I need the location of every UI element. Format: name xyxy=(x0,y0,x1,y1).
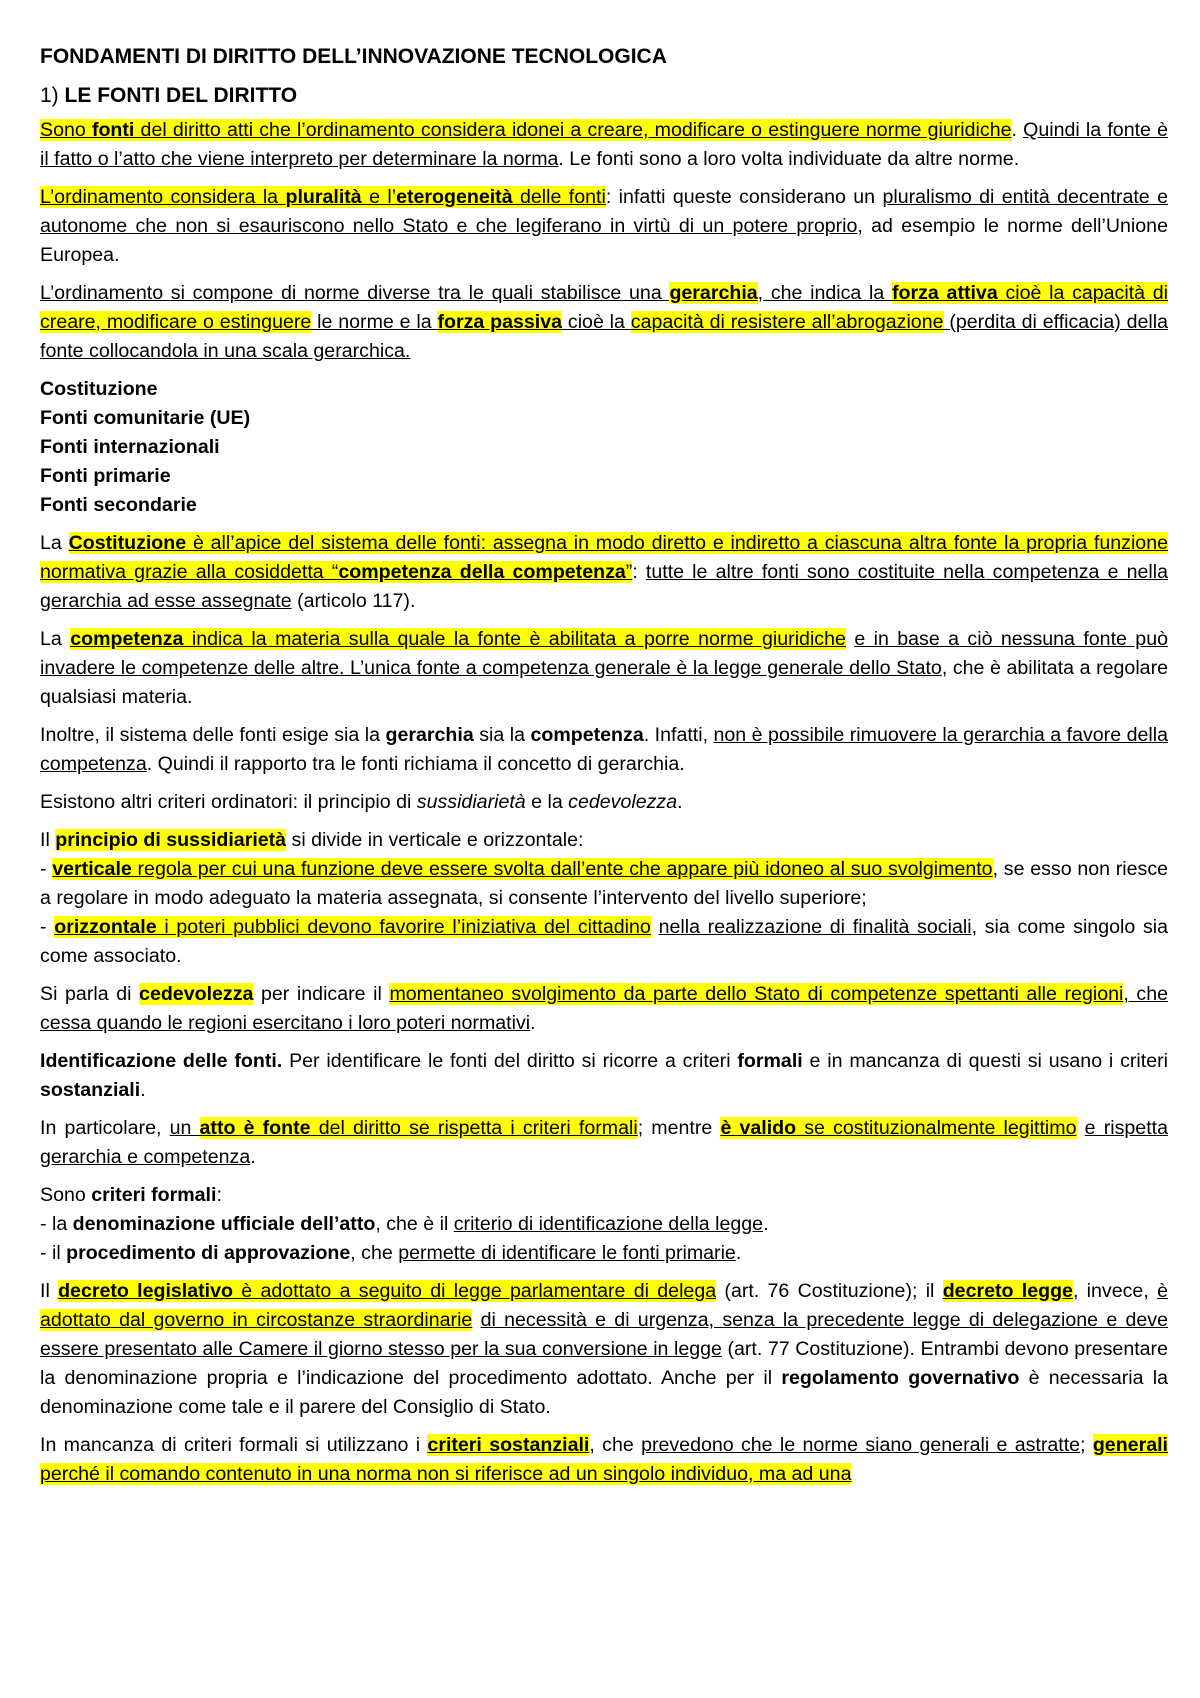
hierarchy-item: Fonti internazionali xyxy=(40,436,220,458)
highlight: orizzontale i poteri pubblici devono favorire l’iniziativa del cittadino xyxy=(54,916,651,938)
paragraph-decreti: Il decreto legislativo è adottato a seguito di legge parlamentare di delega (art. 76 Costituzione); il decreto legge, invece, è adottato dal governo in circostanze straordinarie di necessità e di urgenza, senza la precedente legge di delegazione e deve essere presentato alle Camere il giorno stesso per la sua conversione in legge (art. 77 Costituzione). Entrambi devono presentare la denominazione propria e l’indicazione del procedimento adottato. Anche per il regolamento governativo è necessaria la denominazione come tale e il parere del Consiglio di Stato. xyxy=(40,1280,1169,1418)
section-heading xyxy=(40,81,1168,110)
paragraph-sussidiarieta: Il principio di sussidiarietà si divide in verticale e orizzontale: - verticale regola per cui una funzione deve essere svolta dall’ente che appare più idoneo al suo svolgimento, se esso non riesce a regolare in modo adeguato la materia assegnata, si consente l’intervento del livello superiore; - orizzontale i poteri pubblici devono favorire l’iniziativa del cittadino nella realizzazione di finalità sociali, sia come singolo sia come associato. xyxy=(40,829,1169,967)
paragraph-identificazione: Identificazione delle fonti. Per identificare le fonti del diritto si ricorre a criteri formali e in mancanza di questi si usano i criteri sostanziali. xyxy=(40,1050,1168,1101)
highlight: decreto legislativo è adottato a seguito di legge parlamentare di delega xyxy=(58,1280,717,1302)
paragraph-criteri-ordinatori: Esistono altri criteri ordinatori: il principio di sussidiarietà e la cedevolezza. xyxy=(40,791,683,813)
document-title: FONDAMENTI DI DIRITTO DELL’INNOVAZIONE TECNOLOGICA xyxy=(40,45,667,68)
paragraph-cedevolezza: Si parla di cedevolezza per indicare il momentaneo svolgimento da parte dello Stato di competenze spettanti alle regioni, che cessa quando le regioni esercitano i loro poteri normativi. xyxy=(40,983,1168,1034)
highlight: L’ordinamento considera la pluralità e l’eterogeneità delle fonti xyxy=(40,186,606,208)
section-title: LE FONTI DEL DIRITTO xyxy=(64,84,298,107)
hierarchy-list xyxy=(40,375,1168,520)
paragraph-competenza: La competenza indica la materia sulla quale la fonte è abilitata a porre norme giuridiche e in base a ciò nessuna fonte può invadere le competenze delle altre. L’unica fonte a competenza generale è la legge generale dello Stato, che è abilitata a regolare qualsiasi materia. xyxy=(40,628,1169,708)
hierarchy-item: Fonti comunitarie (UE) xyxy=(40,407,251,429)
highlight: Sono fonti del diritto atti che l’ordinamento considera idonei a creare, modificare o estinguere norme giuridiche xyxy=(40,119,1012,141)
highlight: competenza indica la materia sulla quale la fonte è abilitata a porre norme giuridiche xyxy=(70,628,846,650)
paragraph-fonti-definition: Sono fonti del diritto atti che l’ordinamento considera idonei a creare, modificare o estinguere norme giuridiche. Quindi la fonte è il fatto o l’atto che viene interpreto per determinare la norma. Le fonti sono a loro volta individuate da altre norme. xyxy=(40,119,1168,170)
section-number: 1) xyxy=(40,84,59,107)
document-page xyxy=(40,38,1168,1498)
hierarchy-item: Fonti secondarie xyxy=(40,494,197,516)
hierarchy-item: Costituzione xyxy=(40,378,158,400)
paragraph-gerarchia: L’ordinamento si compone di norme diverse tra le quali stabilisce una gerarchia, che indica la forza attiva cioè la capacità di creare, modificare o estinguere le norme e la forza passiva cioè la capacità di resistere all’abrogazione (perdita di efficacia) della fonte collocandola in una scala gerarchica. xyxy=(40,282,1169,362)
highlight: Costituzione è all’apice del sistema delle fonti: assegna in modo diretto e indiretto a ciascuna altra fonte la propria funzione normativa grazie alla cosiddetta “competenza della competenza” xyxy=(40,532,1168,583)
paragraph-validita: In particolare, un atto è fonte del diritto se rispetta i criteri formali; mentre è valido se costituzionalmente legittimo e rispetta gerarchia e competenza. xyxy=(40,1117,1168,1168)
paragraph-gerarchia-competenza: Inoltre, il sistema delle fonti esige sia la gerarchia sia la competenza. Infatti, non è possibile rimuovere la gerarchia a favore della competenza. Quindi il rapporto tra le fonti richiama il concetto di gerarchia. xyxy=(40,724,1168,775)
highlight: è valido se costituzionalmente legittimo xyxy=(720,1117,1077,1139)
paragraph-criteri-formali: Sono criteri formali: - la denominazione ufficiale dell’atto, che è il criterio di identificazione della legge. - il procedimento di approvazione, che permette di identificare le fonti primarie. xyxy=(40,1184,769,1264)
hierarchy-item: Fonti primarie xyxy=(40,465,171,487)
underline: un atto è fonte del diritto se rispetta i criteri formali xyxy=(169,1117,638,1139)
highlight: forza attiva cioè la capacità di creare, modificare o estinguere xyxy=(40,282,1169,333)
paragraph-pluralita: L’ordinamento considera la pluralità e l’eterogeneità delle fonti: infatti queste considerano un pluralismo di entità decentrate e autonome che non si esauriscono nello Stato e che legiferano in virtù di un potere proprio, ad esempio le norme dell’Unione Europea. xyxy=(40,186,1168,266)
highlight: generali perché il comando contenuto in una norma non si riferisce ad un singolo individuo, ma ad una xyxy=(40,1434,1168,1485)
paragraph-criteri-sostanziali: In mancanza di criteri formali si utilizzano i criteri sostanziali, che prevedono che le norme siano generali e astratte; generali perché il comando contenuto in una norma non si riferisce ad un singolo individuo, ma ad una xyxy=(40,1434,1168,1485)
highlight: verticale regola per cui una funzione deve essere svolta dall’ente che appare più idoneo al suo svolgimento xyxy=(52,858,993,880)
paragraph-costituzione: La Costituzione è all’apice del sistema delle fonti: assegna in modo diretto e indiretto a ciascuna altra fonte la propria funzione normativa grazie alla cosiddetta “competenza della competenza”: tutte le altre fonti sono costituite nella competenza e nella gerarchia ad esse assegnate (articolo 117). xyxy=(40,532,1169,612)
